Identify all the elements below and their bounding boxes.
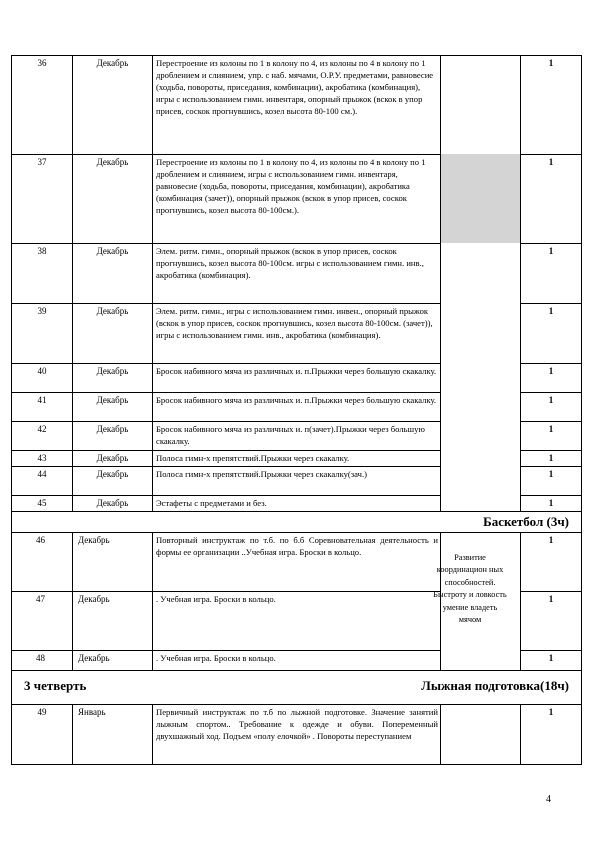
lesson-number: 43 [11,450,72,466]
section-title: Лыжная подготовка(18ч) [421,678,569,693]
lesson-topic: Перестроение из колоны по 1 в колону по 4, из колоны по 4 в колону по 1 дроблением и слиянием, упр. с наб. мячами, О.Р.У. предметами, равновесие (ходьба, повороты, приседания, комбинации), акробатика (комбинация), игры с использованием гимн. инвентаря, опорный прыжок (вскок в упор присев, соскок прогнувшись, козел высота 80-100 см.). [152,55,440,154]
table-row [11,421,582,450]
lesson-topic: Перестроение из колоны по 1 в колону по 4, из колоны по 4 в колону по 1 дроблением и слиянием, игры с использованием гимн. инвентаря, равновесие (ходьба, повороты, приседания, комбинации), акробатика (комбинация (зачет)), опорный прыжок (вскок в упор присев, соскок прогнувшись, козел высота 80-100см.). [152,154,440,243]
description-cell [440,303,520,363]
lesson-month: Декабрь [72,55,152,154]
lesson-topic: Элем. ритм. гимн., игры с использованием гимн. инвен., опорный прыжок (вскок в упор присев, соскок прогнувшись, козел высота 80-100см. (зачет)), игры с использованием гимн. инв., акробатика (комбинация). [152,303,440,363]
description-cell [440,495,520,511]
lesson-number: 45 [11,495,72,511]
lesson-hours: 1 [520,154,582,243]
quarter-label: 3 четверть [24,678,87,693]
lesson-topic: Повторный инструктаж по т.б. по б.б Соревновательная деятельность и формы ее организации ..Учебная игра. Броски в кольцо. [152,532,440,591]
lesson-number: 49 [11,704,72,764]
lesson-hours: 1 [520,421,582,450]
lesson-topic: Первичный инструктаж по т.б по лыжной подготовке. Значение занятий лыжным спортом.. Требование к одежде и обуви. Попеременный двухшажный ход. Подъем «полу елочкой» . Повороты переступанием [152,704,440,764]
table-row [11,303,582,363]
description-cell [440,650,520,670]
lesson-number: 39 [11,303,72,363]
page-number: 4 [546,794,551,805]
table-row [11,650,582,670]
table-row [11,704,582,765]
section-header-basketball [11,511,582,532]
table-row [11,495,582,511]
lesson-hours: 1 [520,466,582,495]
lesson-hours: 1 [520,591,582,650]
table-row [11,154,582,243]
section-title: Баскетбол (3ч) [483,514,569,529]
table-row [11,55,582,154]
lesson-topic: . Учебная игра. Броски в кольцо. [152,591,440,650]
lesson-hours: 1 [520,450,582,466]
lesson-hours: 1 [520,650,582,670]
lesson-month: Декабрь [72,154,152,243]
table-row [11,243,582,303]
lesson-month: Декабрь [72,243,152,303]
lesson-topic: Бросок набивного мяча из различных и. п.Прыжки через большую скакалку. [152,392,440,421]
basketball-description: Развитие координацион ных способностей. Быстроту и ловкость умение владеть мячом [433,553,507,625]
lesson-topic: Полоса гимн-х препятствий.Прыжки через скакалку(зач.) [152,466,440,495]
lesson-number: 36 [11,55,72,154]
description-cell [440,450,520,466]
table-row [11,363,582,392]
table-row [11,450,582,466]
description-cell [440,466,520,495]
lesson-topic: . Учебная игра. Броски в кольцо. [152,650,440,670]
description-cell [440,55,520,154]
lesson-hours: 1 [520,532,582,591]
description-cell [440,421,520,450]
lesson-number: 38 [11,243,72,303]
lesson-month: Декабрь [72,303,152,363]
lesson-hours: 1 [520,55,582,154]
lesson-hours: 1 [520,495,582,511]
lesson-month: Декабрь [72,495,152,511]
lesson-number: 40 [11,363,72,392]
description-cell [440,704,520,764]
lesson-hours: 1 [520,704,582,764]
description-cell [440,243,520,303]
lesson-topic: Эстафеты с предметами и без. [152,495,440,511]
lesson-month: Декабрь [72,532,152,591]
lesson-month: Декабрь [72,421,152,450]
lesson-topic: Бросок набивного мяча из различных и. п(зачет).Прыжки через большую скакалку. [152,421,440,450]
lesson-month: Декабрь [72,450,152,466]
lesson-hours: 1 [520,303,582,363]
lesson-hours: 1 [520,363,582,392]
description-cell [440,392,520,421]
lesson-number: 42 [11,421,72,450]
lesson-topic: Полоса гимн-х препятствий.Прыжки через скакалку. [152,450,440,466]
table-row [11,392,582,421]
lesson-month: Январь [72,704,152,764]
lesson-number: 47 [11,591,72,650]
lesson-hours: 1 [520,243,582,303]
lesson-number: 48 [11,650,72,670]
lesson-month: Декабрь [72,363,152,392]
description-cell [440,363,520,392]
lesson-number: 46 [11,532,72,591]
description-cell [440,154,520,243]
table-row [11,466,582,495]
lesson-table [11,55,582,765]
lesson-topic: Бросок набивного мяча из различных и. п.Прыжки через большую скакалку. [152,363,440,392]
lesson-month: Декабрь [72,466,152,495]
lesson-number: 41 [11,392,72,421]
lesson-hours: 1 [520,392,582,421]
lesson-month: Декабрь [72,591,152,650]
lesson-topic: Элем. ритм. гимн., опорный прыжок (вскок в упор присев, соскок прогнувшись, козел высота 80-100см. игры с использованием гимн. инв., акробатика (комбинация). [152,243,440,303]
lesson-number: 44 [11,466,72,495]
lesson-month: Декабрь [72,650,152,670]
lesson-month: Декабрь [72,392,152,421]
section-header-ski [11,670,582,704]
lesson-number: 37 [11,154,72,243]
